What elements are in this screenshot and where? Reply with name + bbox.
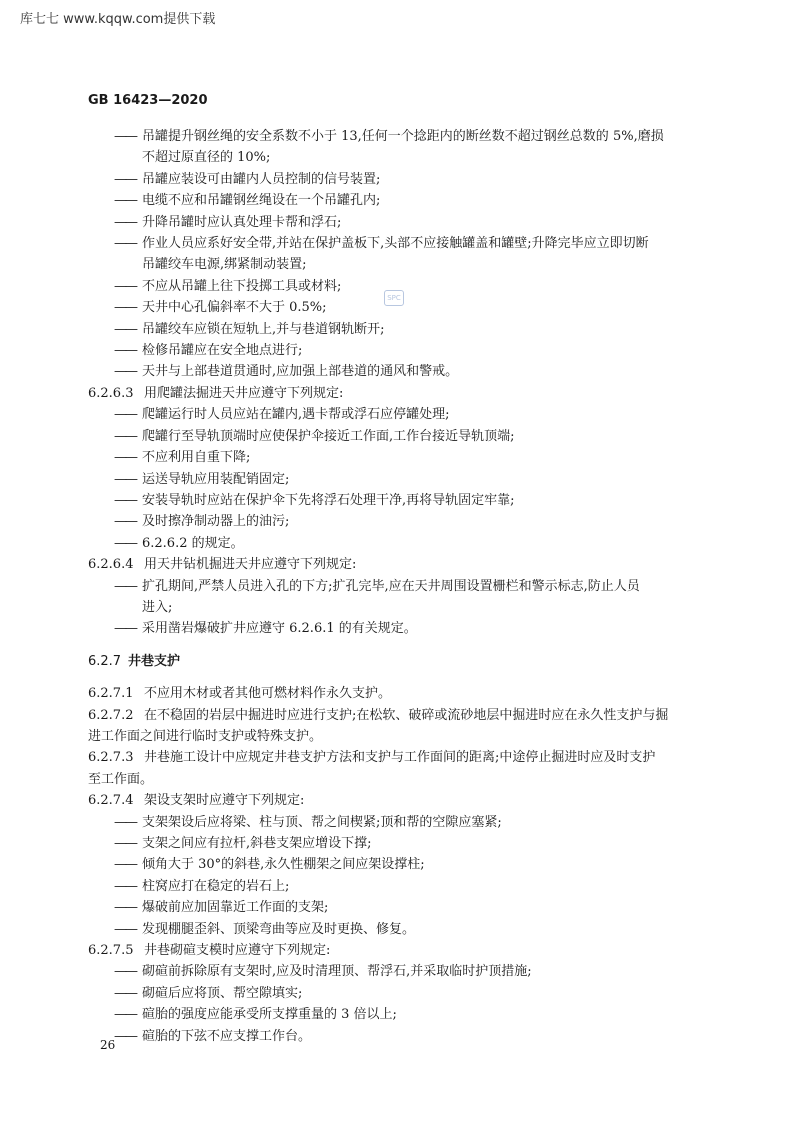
list-item [88,426,713,447]
list-item [88,854,713,875]
list-item-text: 不应从吊罐上往下投掷工具或材料; [142,278,342,294]
list-item-text: 吊罐绞车应锁在短轨上,并与巷道钢轨断开; [142,321,385,337]
dash-marker: —— [114,236,136,252]
dash-marker: —— [114,471,136,487]
list-item [88,1026,713,1047]
list-item-text: 支架之间应有拉杆,斜巷支架应增设下撑; [142,836,372,851]
dash-marker: —— [114,450,136,466]
clause-number: 6.2.7.4 [88,793,134,809]
list-item-text: 电缆不应和吊罐钢丝绳设在一个吊罐孔内; [142,193,381,209]
dash-marker: —— [114,343,136,359]
dash-marker: —— [114,300,136,316]
clause [88,705,713,726]
list-item-text: 倾角大于 30°的斜巷,永久性棚架之间应架设撑柱; [142,857,425,873]
document-id: GB 16423—2020 [88,93,208,108]
list-item-text: 6.2.6.2 的规定。 [142,535,244,551]
dash-marker: —— [114,921,136,937]
list-item-continuation: 不超过原直径的 10%; [142,150,271,166]
list-item-text: 运送导轨应用装配销固定; [142,471,290,487]
list-item [88,190,713,211]
list-item [88,340,713,361]
list-item [88,1004,713,1025]
list-item [88,276,713,297]
dash-marker: —— [114,985,136,1001]
dash-marker: —— [114,321,136,337]
list-item-text: 天井中心孔偏斜率不大于 0.5%; [142,300,327,316]
list-item-text: 爆破前应加固靠近工作面的支架; [142,900,329,916]
list-item [88,533,713,554]
list-item-text: 爬罐运行时人员应站在罐内,遇卡帮或浮石应停罐处理; [142,407,450,423]
list-item-text: 支架架设后应将梁、柱与顶、帮之间楔紧;顶和帮的空隙应塞紧; [142,814,502,830]
dash-marker: —— [114,836,136,851]
list-item-text: 检修吊罐应在安全地点进行; [142,343,303,359]
dash-marker: —— [114,129,136,144]
dash-marker: —— [114,878,136,894]
list-item [88,812,713,833]
clause [88,940,713,961]
list-item-text: 扩孔期间,严禁人员进入孔的下方;扩孔完毕,应在天井周围设置栅栏和警示标志,防止人员 [142,578,640,594]
list-item [88,511,713,532]
list-item [88,961,713,982]
list-item-text: 采用凿岩爆破扩井应遵守 6.2.6.1 的有关规定。 [142,621,417,637]
clause-text: 井巷砌碹支模时应遵守下列规定: [144,943,331,959]
list-item-text: 碹胎的下弦不应支撑工作台。 [142,1028,312,1044]
clause [88,554,713,575]
list-item [88,126,713,147]
dash-marker: —— [114,578,136,594]
list-item-text: 吊罐应装设可由罐内人员控制的信号装置; [142,171,381,187]
dash-marker: —— [114,214,136,230]
list-item [88,618,713,639]
clause [88,383,713,404]
list-item [88,833,713,854]
dash-marker: —— [114,1007,136,1023]
list-item-text: 升降吊罐时应认真处理卡帮和浮石; [142,214,342,230]
clause [88,747,713,768]
clause-continuation: 进工作面之间进行临时支护或特殊支护。 [88,728,323,744]
dash-marker: —— [114,278,136,294]
list-item [88,319,713,340]
watermark-text: 库七七 www.kqqw.com提供下载 [20,12,216,27]
clause-text: 井巷施工设计中应规定井巷支护方法和支护与工作面间的距离;中途停止掘进时应及时支护 [144,750,656,766]
dash-marker: —— [114,407,136,423]
clause [88,683,713,704]
page-number: 26 [100,1038,116,1052]
dash-marker: —— [114,621,136,637]
dash-marker: —— [114,514,136,530]
clause-text: 不应用木材或者其他可燃材料作永久支护。 [144,686,392,702]
list-item-text: 作业人员应系好安全带,并站在保护盖板下,头部不应接触罐盖和罐壁;升降完毕应立即切断 [142,236,649,252]
list-item-text: 砌碹后应将顶、帮空隙填实; [142,985,303,1001]
list-item-text: 柱窝应打在稳定的岩石上; [142,878,290,894]
clause-number: 6.2.7.2 [88,707,134,723]
dash-marker: —— [114,535,136,551]
dash-marker: —— [114,364,136,380]
list-item [88,447,713,468]
clause-number: 6.2.7.3 [88,750,134,766]
list-item [88,297,713,318]
section-heading [88,651,713,672]
clause-text: 用天井钻机掘进天井应遵守下列规定: [144,557,357,573]
dash-marker: —— [114,193,136,209]
list-item [88,233,713,254]
dash-marker: —— [114,492,136,508]
section-title: 井巷支护 [128,653,181,669]
clause-number: 6.2.6.3 [88,385,134,401]
dash-marker: —— [114,857,136,873]
list-item-text: 碹胎的强度应能承受所支撑重量的 3 倍以上; [142,1007,397,1023]
dash-marker: —— [114,964,136,980]
clause-text: 在不稳固的岩层中掘进时应进行支护;在松软、破碎或流砂地层中掘进时应在永久性支护与掘 [144,707,669,723]
list-item-text: 不应利用自重下降; [142,450,251,466]
list-item [88,404,713,425]
logo-icon: SPC [384,290,404,306]
list-item [88,897,713,918]
list-item-text: 吊罐提升钢丝绳的安全系数不小于 13,任何一个捻距内的断丝数不超过钢丝总数的 5%,磨损 [142,129,664,144]
list-item [88,919,713,940]
list-item-text: 天井与上部巷道贯通时,应加强上部巷道的通风和警戒。 [142,364,459,380]
clause-number: 6.2.7.5 [88,943,134,959]
clause [88,790,713,811]
list-item [88,212,713,233]
clause-number: 6.2.7.1 [88,686,134,702]
list-item-continuation: 进入; [142,599,173,615]
dash-marker: —— [114,171,136,187]
list-item-text: 砌碹前拆除原有支架时,应及时清理顶、帮浮石,并采取临时护顶措施; [142,964,532,980]
list-item-text: 及时擦净制动器上的油污; [142,514,290,530]
list-item-continuation: 吊罐绞车电源,绑紧制动装置; [142,257,307,273]
clause-text: 架设支架时应遵守下列规定: [144,793,305,809]
list-item [88,576,713,597]
list-item [88,169,713,190]
dash-marker: —— [114,900,136,916]
list-item [88,983,713,1004]
clause-continuation: 至工作面。 [88,771,154,787]
document-body [88,126,713,1047]
list-item-text: 发现棚腿歪斜、顶梁弯曲等应及时更换、修复。 [142,921,416,937]
list-item-text: 安装导轨时应站在保护伞下先将浮石处理干净,再将导轨固定牢靠; [142,492,515,508]
list-item-text: 爬罐行至导轨顶端时应使保护伞接近工作面,工作台接近导轨顶端; [142,428,515,444]
section-number: 6.2.7 [88,653,122,669]
clause-number: 6.2.6.4 [88,557,134,573]
list-item [88,469,713,490]
list-item [88,490,713,511]
dash-marker: —— [114,1028,136,1044]
clause-text: 用爬罐法掘进天井应遵守下列规定: [144,385,344,401]
list-item [88,361,713,382]
list-item [88,876,713,897]
dash-marker: —— [114,814,136,830]
dash-marker: —— [114,428,136,444]
